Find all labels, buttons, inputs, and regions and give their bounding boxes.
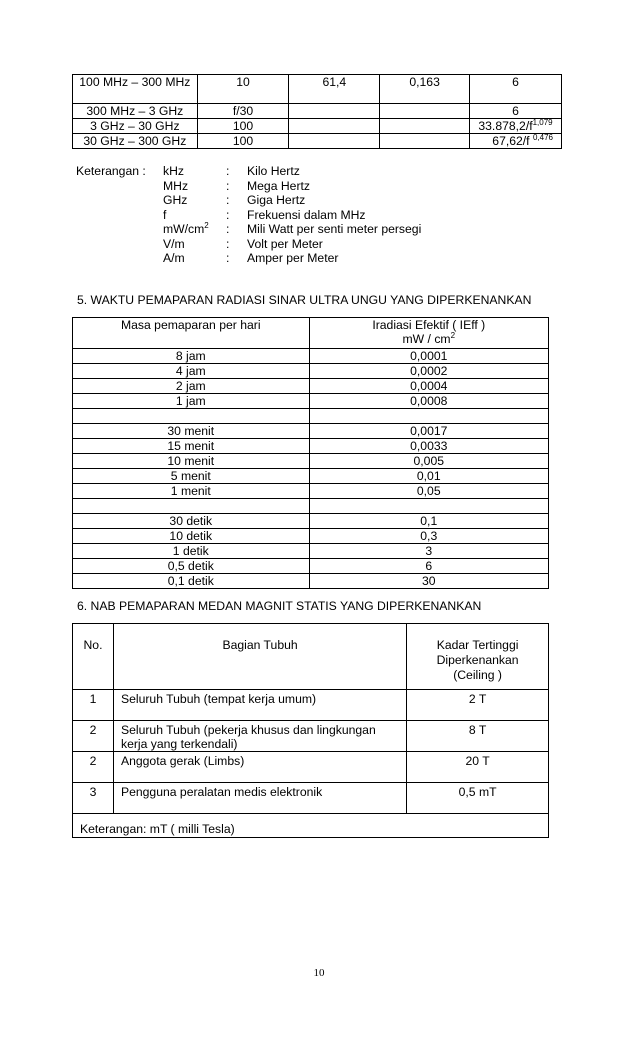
legend-abbr: kHz bbox=[163, 164, 184, 178]
table-footer-row bbox=[73, 814, 549, 838]
row-number: 2 bbox=[73, 721, 114, 752]
irradiance-cell: 6 bbox=[309, 559, 548, 574]
duration-cell: 1 jam bbox=[73, 394, 310, 409]
duration-cell: 1 menit bbox=[73, 484, 310, 499]
row-number: 3 bbox=[73, 783, 114, 814]
legend-colon: : bbox=[226, 251, 230, 265]
irradiance-cell: 0,01 bbox=[309, 469, 548, 484]
spacer-row bbox=[73, 499, 549, 514]
table-row bbox=[73, 690, 549, 721]
duration-cell: 30 detik bbox=[73, 514, 310, 529]
duration-cell: 8 jam bbox=[73, 349, 310, 364]
legend-abbr: V/m bbox=[163, 236, 185, 251]
duration-cell bbox=[73, 409, 310, 424]
legend-colon: : bbox=[226, 207, 230, 222]
row-number: 2 bbox=[73, 752, 114, 783]
table-footnote: Keterangan: mT ( milli Tesla) bbox=[73, 814, 549, 838]
legend-abbr: MHz bbox=[163, 178, 189, 193]
duration-cell: 1 detik bbox=[73, 544, 310, 559]
irradiance-cell: 0,0001 bbox=[309, 349, 548, 364]
table-row bbox=[73, 484, 549, 499]
legend-row bbox=[76, 193, 476, 208]
table-row bbox=[73, 364, 549, 379]
table-row bbox=[73, 559, 549, 574]
legend-row bbox=[76, 222, 476, 237]
legend-desc: Mega Hertz bbox=[247, 178, 310, 193]
page-number: 10 bbox=[313, 967, 325, 979]
table-row bbox=[73, 134, 562, 149]
legend-row bbox=[76, 179, 476, 194]
formula-cell: $33.878,2/f^{1,079}$ bbox=[470, 119, 562, 134]
legend-abbr: f bbox=[163, 207, 167, 222]
irradiance-cell bbox=[309, 409, 548, 424]
legend-desc: Volt per Meter bbox=[247, 236, 323, 251]
column-header-masa: Masa pemaparan per hari bbox=[73, 318, 310, 349]
legend-desc: Amper per Meter bbox=[247, 251, 339, 265]
table-row bbox=[73, 104, 562, 119]
table-cell bbox=[380, 134, 470, 149]
table-row bbox=[73, 349, 549, 364]
table-row bbox=[73, 469, 549, 484]
table-row bbox=[73, 75, 562, 104]
range-cell: 30 GHz – 300 GHz bbox=[73, 134, 198, 149]
table-header-row bbox=[73, 624, 549, 690]
table-row bbox=[73, 119, 562, 134]
range-cell: 300 MHz – 3 GHz bbox=[73, 104, 198, 119]
max-level: 0,5 mT bbox=[407, 783, 549, 814]
table-row bbox=[73, 721, 549, 752]
table-row bbox=[73, 394, 549, 409]
max-level: 2 T bbox=[407, 690, 549, 721]
column-header-iradiasi: Iradiasi Efektif ( IEff ) mW / $cm^2$ bbox=[309, 318, 548, 349]
column-header-no: No. bbox=[73, 624, 114, 690]
legend-desc: Mili Watt per senti meter persegi bbox=[247, 222, 422, 236]
duration-cell bbox=[73, 499, 310, 514]
formula-cell: 67,62/f $^{0,476}$ bbox=[470, 134, 562, 149]
legend-row bbox=[76, 237, 476, 252]
column-header-bagian: Bagian Tubuh bbox=[113, 624, 406, 690]
duration-cell: 2 jam bbox=[73, 379, 310, 394]
column-header-kadar: Kadar Tertinggi Diperkenankan (Ceiling ) bbox=[407, 624, 549, 690]
duration-cell: 0,1 detik bbox=[73, 574, 310, 589]
table-row bbox=[73, 424, 549, 439]
legend-row bbox=[76, 208, 476, 223]
section-5-heading: 5. WAKTU PEMAPARAN RADIASI SINAR ULTRA UNGU YANG DIPERKENANKAN bbox=[77, 293, 532, 307]
frequency-table bbox=[72, 74, 562, 149]
irradiance-cell: 0,3 bbox=[309, 529, 548, 544]
table-cell: 61,4 bbox=[289, 75, 380, 104]
legend-colon: : bbox=[226, 164, 230, 178]
irradiance-cell bbox=[309, 499, 548, 514]
duration-cell: 5 menit bbox=[73, 469, 310, 484]
duration-cell: 15 menit bbox=[73, 439, 310, 454]
legend-lead: Keterangan : bbox=[76, 164, 146, 178]
table-cell bbox=[380, 119, 470, 134]
table-row bbox=[73, 529, 549, 544]
table-cell bbox=[289, 134, 380, 149]
table-row bbox=[73, 379, 549, 394]
irradiance-cell: 0,0004 bbox=[309, 379, 548, 394]
irradiance-cell: 0,0017 bbox=[309, 424, 548, 439]
body-part: Seluruh Tubuh (pekerja khusus dan lingkungan kerja yang terkendali) bbox=[113, 721, 406, 752]
table-cell bbox=[289, 104, 380, 119]
table-cell: 100 bbox=[197, 134, 289, 149]
uv-rows bbox=[73, 349, 549, 589]
range-cell: 100 MHz – 300 MHz bbox=[73, 75, 198, 104]
table-row bbox=[73, 574, 549, 589]
table-row bbox=[73, 783, 549, 814]
table-cell: f/30 bbox=[197, 104, 289, 119]
legend-colon: : bbox=[226, 222, 230, 236]
range-cell: 3 GHz – 30 GHz bbox=[73, 119, 198, 134]
table-cell bbox=[380, 104, 470, 119]
irradiance-cell: 30 bbox=[309, 574, 548, 589]
duration-cell: 0,5 detik bbox=[73, 559, 310, 574]
duration-cell: 30 menit bbox=[73, 424, 310, 439]
table-cell bbox=[289, 119, 380, 134]
irradiance-cell: 0,0008 bbox=[309, 394, 548, 409]
irradiance-cell: 0,1 bbox=[309, 514, 548, 529]
table-row bbox=[73, 439, 549, 454]
legend-desc: Frekuensi dalam MHz bbox=[247, 207, 366, 222]
table-cell: 6 bbox=[470, 75, 562, 104]
irradiance-cell: 0,005 bbox=[309, 454, 548, 469]
max-level: 20 T bbox=[407, 752, 549, 783]
legend-desc: Giga Hertz bbox=[247, 193, 306, 207]
row-number: 1 bbox=[73, 690, 114, 721]
uv-exposure-table bbox=[72, 317, 549, 589]
duration-cell: 10 detik bbox=[73, 529, 310, 544]
table-row bbox=[73, 544, 549, 559]
body-part: Anggota gerak (Limbs) bbox=[113, 752, 406, 783]
legend-abbr: GHz bbox=[163, 193, 188, 207]
table-cell: 0,163 bbox=[380, 75, 470, 104]
legend-colon: : bbox=[226, 178, 230, 193]
legend-colon: : bbox=[226, 193, 230, 207]
max-level: 8 T bbox=[407, 721, 549, 752]
table-row bbox=[73, 752, 549, 783]
magnetic-field-table bbox=[72, 623, 549, 838]
irradiance-cell: 0,0002 bbox=[309, 364, 548, 379]
table-header-row bbox=[73, 318, 549, 349]
legend-desc: Kilo Hertz bbox=[247, 164, 300, 178]
irradiance-cell: 0,0033 bbox=[309, 439, 548, 454]
legend-row bbox=[76, 251, 476, 266]
irradiance-cell: 0,05 bbox=[309, 484, 548, 499]
spacer-row bbox=[73, 409, 549, 424]
body-part: Seluruh Tubuh (tempat kerja umum) bbox=[113, 690, 406, 721]
legend-abbr: A/m bbox=[163, 251, 185, 265]
body-part: Pengguna peralatan medis elektronik bbox=[113, 783, 406, 814]
legend-colon: : bbox=[226, 236, 230, 251]
table-row bbox=[73, 454, 549, 469]
duration-cell: 10 menit bbox=[73, 454, 310, 469]
table-cell: 6 bbox=[470, 104, 562, 119]
legend-row bbox=[76, 164, 476, 179]
table-row bbox=[73, 514, 549, 529]
duration-cell: 4 jam bbox=[73, 364, 310, 379]
table-cell: 10 bbox=[197, 75, 289, 104]
irradiance-cell: 3 bbox=[309, 544, 548, 559]
section-6-heading: 6. NAB PEMAPARAN MEDAN MAGNIT STATIS YANG DIPERKENANKAN bbox=[77, 599, 482, 613]
legend-abbr: $mW/cm^2$ bbox=[163, 220, 209, 236]
table-cell: 100 bbox=[197, 119, 289, 134]
